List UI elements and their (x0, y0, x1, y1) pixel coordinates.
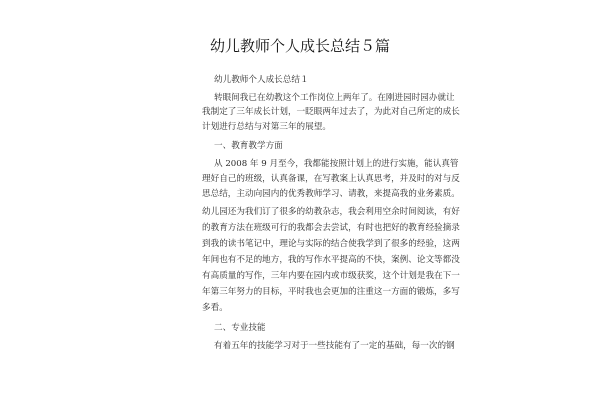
paragraph-line: 年间也有不足的地方，我的写作水平提高的不快，案例、论文等都没 (202, 255, 460, 265)
document-title: 幼儿教师个人成长总结５篇 (209, 37, 390, 55)
paragraph-line: 年第三年努力的目标，平时我也会更加的注重这一方面的锻炼，多写 (202, 287, 460, 297)
paragraph-line: 到我的读书笔记中，理论与实际的结合使我学到了很多的经验，这两 (202, 239, 460, 249)
paragraph-line: 幼儿园还为我们订了很多的幼教杂志，我会利用空余时间阅读，有好 (202, 207, 460, 217)
paragraph-line: 从 2008 年 9 月至今，我都能按照计划上的进行实施，能认真管 (214, 159, 459, 169)
section-heading: 一、教育教学方面 (214, 141, 283, 151)
paragraph-line: 有着五年的技能学习对于一些技能有了一定的基础，每一次的钢 (214, 341, 455, 351)
paragraph-line: 理好自己的班级，认真备课，在写教案上认真思考，并及时的对与反 (202, 174, 460, 184)
paragraph-line: 转眼间我已在幼教这个工作岗位上两年了。在刚进园时园办就让 (214, 93, 455, 103)
paragraph-line: 多看。 (202, 303, 228, 313)
section-heading: 二、专业技能 (214, 323, 266, 333)
paragraph-line: 有高质量的写作，三年内要在园内或市级获奖，这个计划是我在下一 (202, 271, 460, 281)
paragraph-line: 计划进行总结与对第三年的展望。 (202, 122, 331, 132)
paragraph-line: 思总结，主动向园内的优秀教师学习、请教，来提高我的业务素质。 (202, 189, 460, 199)
paragraph-line: 的教育方法在班级可行的我都会去尝试，有时也把好的教育经验摘录 (202, 223, 460, 233)
paragraph-line: 我制定了三年成长计划，一眨眼两年过去了，为此对自己所定的成长 (202, 107, 460, 117)
document-subtitle: 幼儿教师个人成长总结１ (214, 75, 309, 85)
